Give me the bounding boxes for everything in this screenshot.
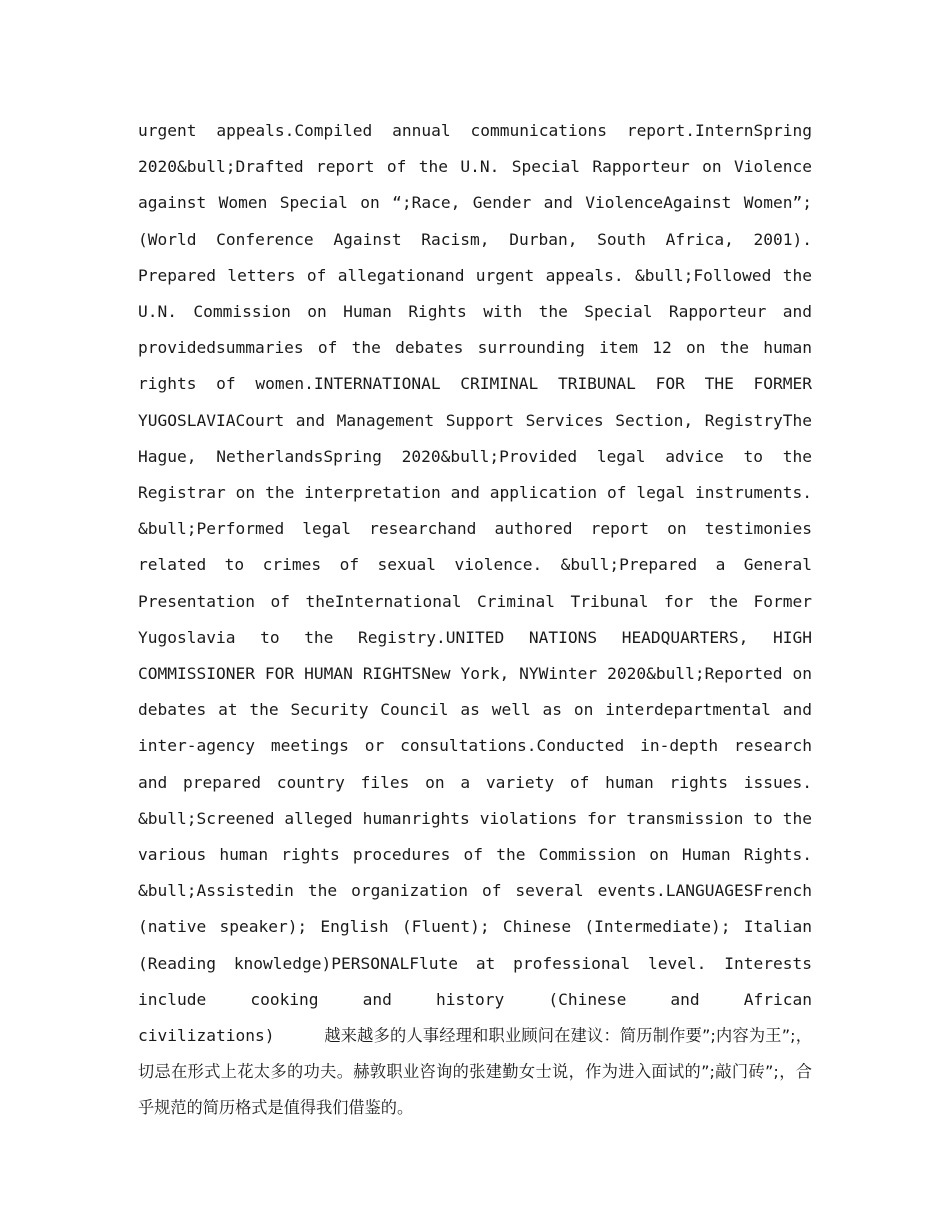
document-body [138,113,812,1127]
chinese-note-text: 越来越多的人事经理和职业顾问在建议：简历制作要”;内容为王”;，切忌在形式上花太多的功夫。赫敦职业咨询的张建勤女士说，作为进入面试的”;敲门砖”;，合乎规范的简历格式是值得我们借鉴的。 [138,1026,812,1118]
resume-body-text: urgent appeals.Compiled annual communications report.InternSpring 2020&bull;Drafted report of the U.N. Special Rapporteur on Violence against Women Special on “;Race, Gender and ViolenceAgainst Women”; (World Conference Against Racism, Durban, South Africa, 2001). Prepared letters of allegationand urgent appeals. &bull;Followed the U.N. Commission on Human Rights with the Special Rapporteur and providedsummaries of the debates surrounding item 12 on the human rights of women.INTERNATIONAL CRIMINAL TRIBUNAL FOR THE FORMER YUGOSLAVIACourt and Management Support Services Section, RegistryThe Hague, NetherlandsSpring 2020&bull;Provided legal advice to the Registrar on the interpretation and application of legal instruments. &bull;Performed legal researchand authored report on testimonies related to crimes of sexual violence. &bull;Prepared a General Presentation of theInternational Criminal Tribunal for the Former Yugoslavia to the Registry.UNITED NATIONS HEADQUARTERS, HIGH COMMISSIONER FOR HUMAN RIGHTSNew York, NYWinter 2020&bull;Reported on debates at the Security Council as well as on interdepartmental and inter-agency meetings or consultations.Conducted in-depth research and prepared country files on a variety of human rights issues. &bull;Screened alleged humanrights violations for transmission to the various human rights procedures of the Commission on Human Rights. &bull;Assistedin the organization of several events.LANGUAGESFrench (native speaker); English (Fluent); Chinese (Intermediate); Italian (Reading knowledge)PERSONALFlute at professional level. Interests include cooking and history (Chinese and African civilizations) [138,121,812,1046]
